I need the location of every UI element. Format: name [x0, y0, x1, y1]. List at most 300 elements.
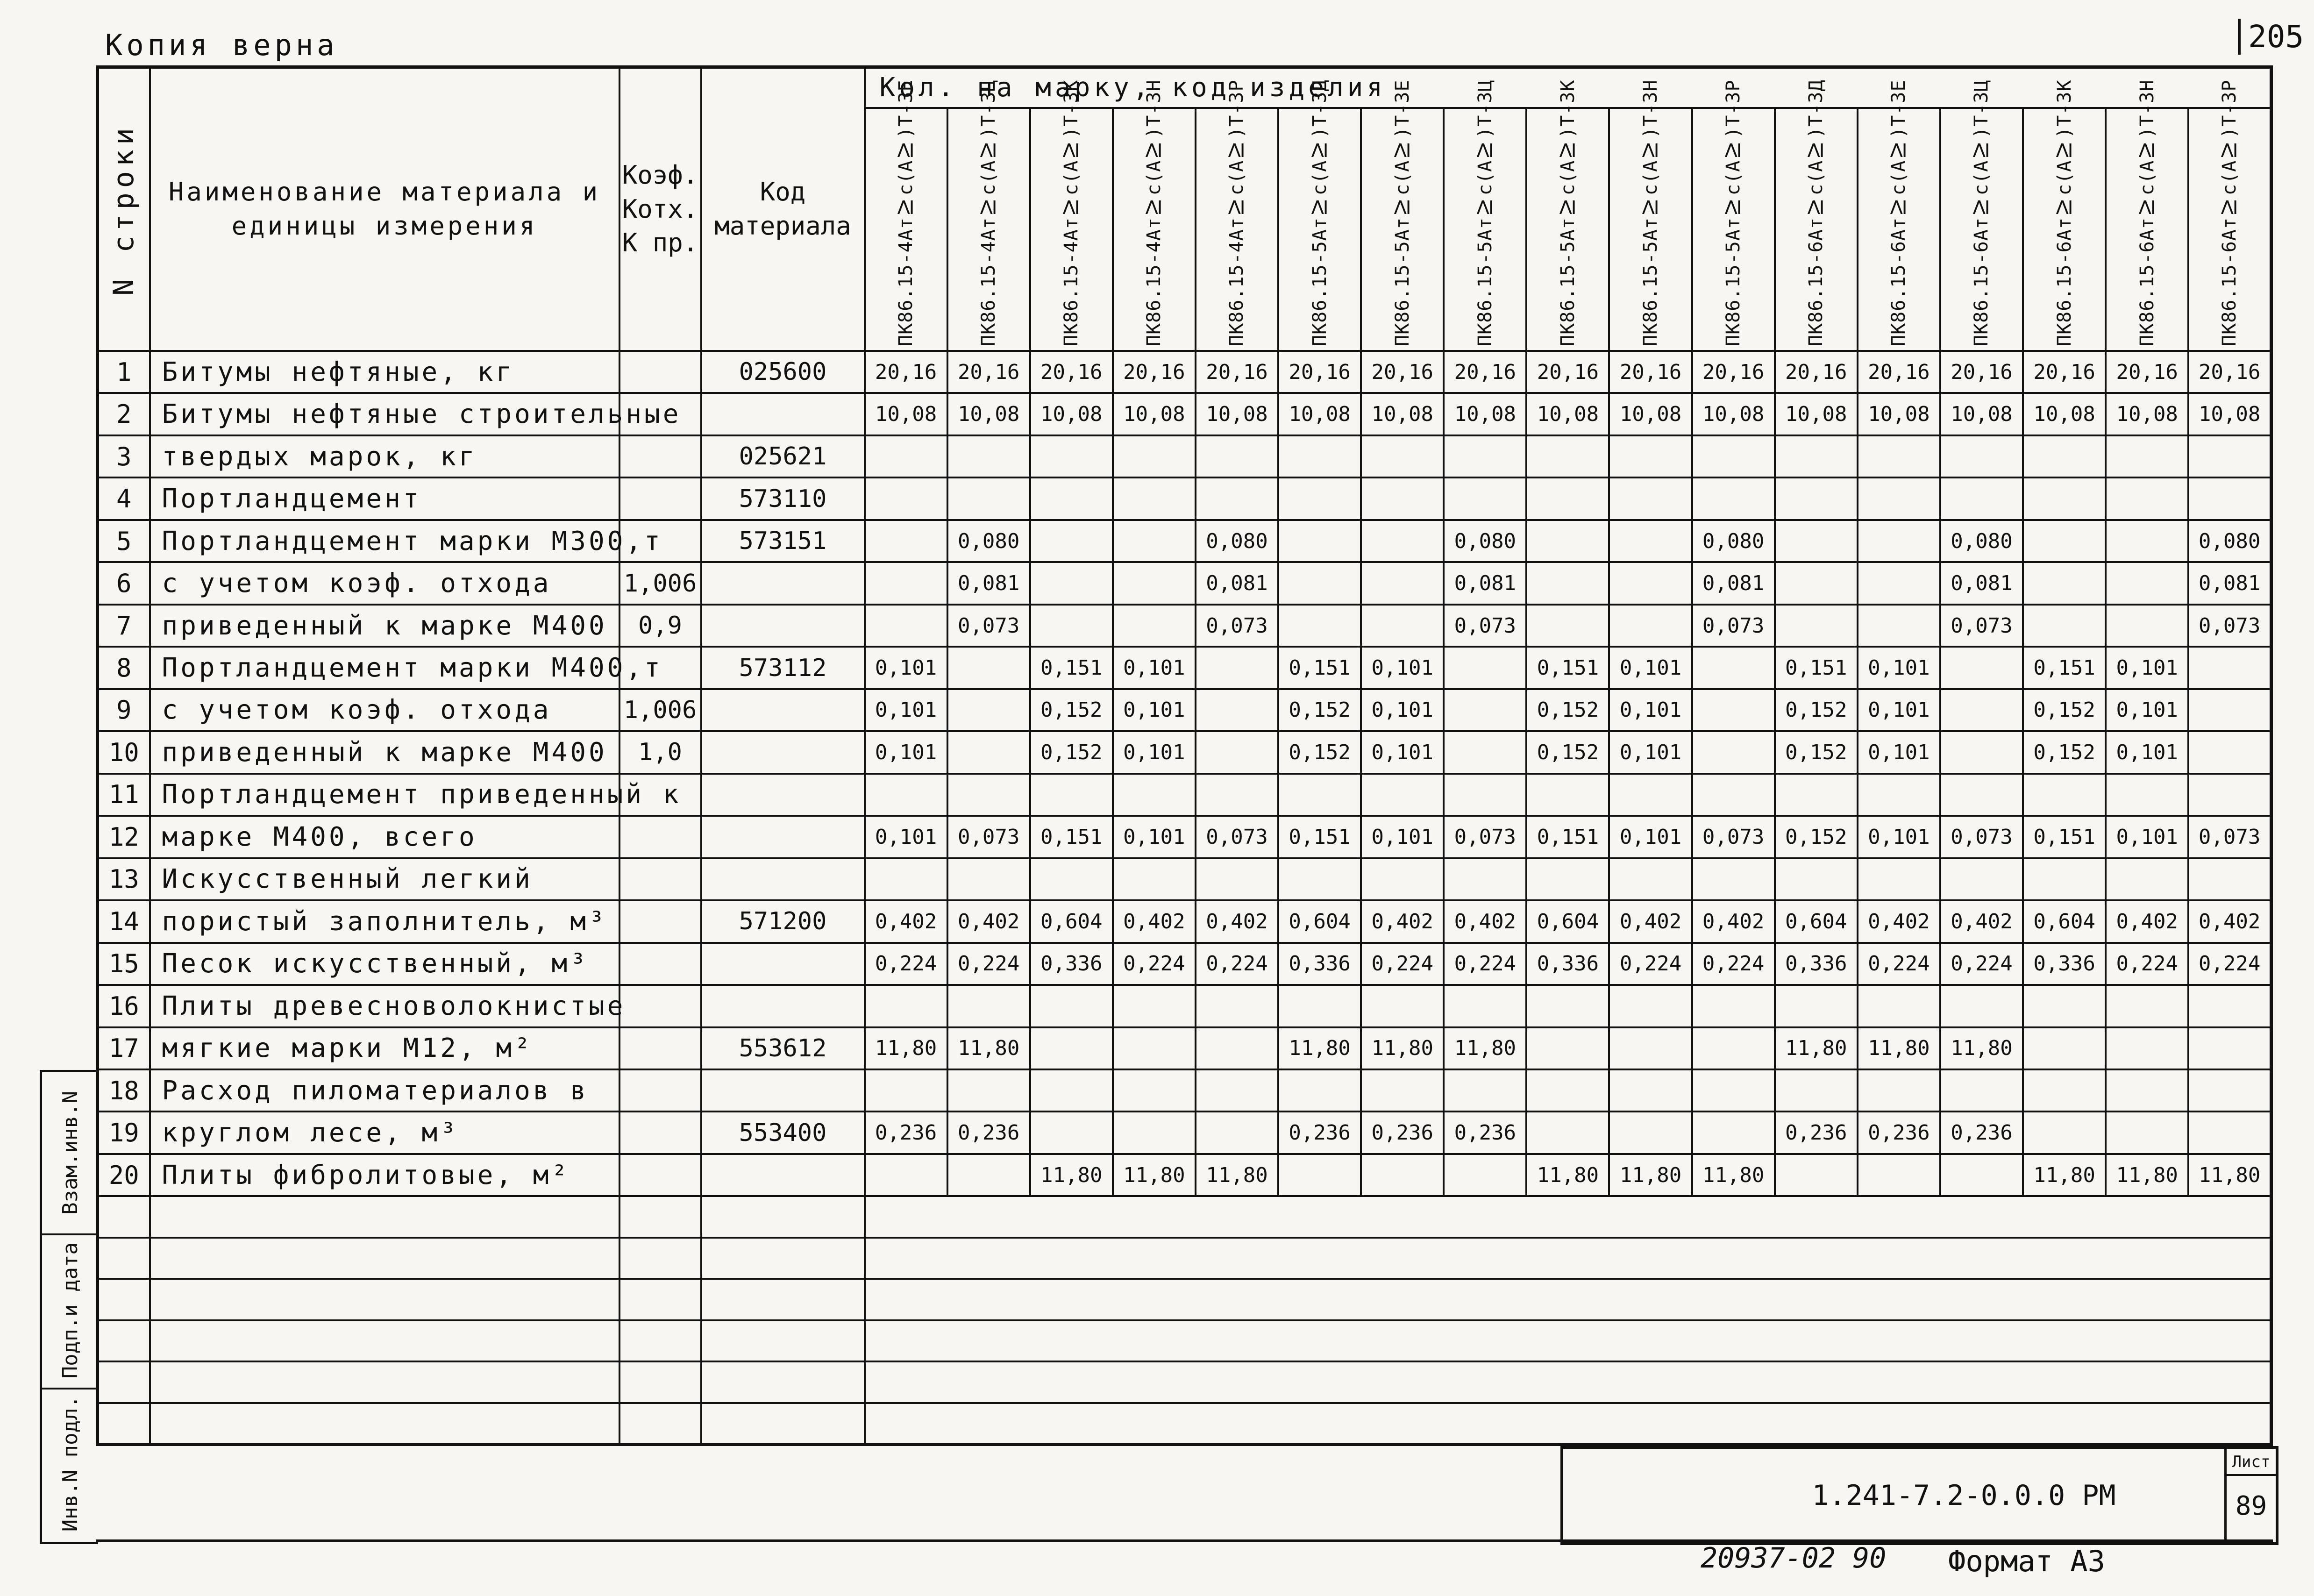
- row-number: 7: [98, 605, 150, 647]
- row-material-code: [701, 731, 865, 773]
- row-quantity: [1692, 1112, 1775, 1154]
- row-quantity: 0,151: [1278, 647, 1361, 689]
- row-quantity: 0,073: [1444, 605, 1526, 647]
- row-quantity: 0,101: [2106, 647, 2188, 689]
- row-quantity: [1775, 1154, 1858, 1196]
- row-quantity: 0,101: [2106, 816, 2188, 858]
- row-quantity: 10,08: [2188, 393, 2271, 435]
- row-quantity: 0,081: [1940, 562, 2023, 604]
- row-quantity: [1113, 1112, 1196, 1154]
- row-quantity: 20,16: [1940, 351, 2023, 393]
- row-quantity: [1113, 985, 1196, 1027]
- col-header-product: [947, 79, 1030, 351]
- row-quantity: [865, 520, 947, 562]
- side-field-replacement: [42, 1072, 98, 1235]
- row-quantity: [947, 477, 1030, 520]
- row-quantity: [1940, 647, 2023, 689]
- row-quantity: 0,604: [2023, 900, 2106, 942]
- empty-cell: [98, 1361, 150, 1403]
- row-number: 19: [98, 1112, 150, 1154]
- row-quantity: 20,16: [1692, 351, 1775, 393]
- row-coefficient: [619, 816, 701, 858]
- row-quantity: [1940, 774, 2023, 816]
- row-quantity: [1526, 1027, 1609, 1069]
- product-code-label: ПК86.15-4АтⅣс(АⅣ)Т-3Е: [895, 79, 917, 346]
- row-coefficient: [619, 858, 701, 900]
- row-quantity: [1444, 689, 1526, 731]
- col-header-code: Код материала: [701, 67, 865, 351]
- side-strip: [40, 1070, 98, 1544]
- row-quantity: 0,080: [2188, 520, 2271, 562]
- row-quantity: 20,16: [2188, 351, 2271, 393]
- product-code-label: ПК86.15-5АтⅣс(АⅣ)Т-3Р: [1723, 79, 1744, 346]
- row-quantity: 0,080: [947, 520, 1030, 562]
- empty-cell: [701, 1238, 865, 1279]
- row-quantity: [1609, 1069, 1692, 1112]
- row-material-name: Портландцемент приведенный к: [150, 774, 619, 816]
- row-quantity: [1030, 1069, 1113, 1112]
- row-material-code: [701, 985, 865, 1027]
- order-number: 20937-02 90: [1701, 1542, 1887, 1575]
- row-quantity: 0,152: [2023, 689, 2106, 731]
- row-quantity: 0,224: [1444, 943, 1526, 985]
- row-quantity: [2023, 435, 2106, 477]
- row-quantity: [1940, 985, 2023, 1027]
- row-quantity: [1858, 605, 1940, 647]
- row-quantity: [1113, 605, 1196, 647]
- row-quantity: [1692, 1027, 1775, 1069]
- row-quantity: 0,151: [1030, 816, 1113, 858]
- row-quantity: [1113, 520, 1196, 562]
- row-quantity: 0,224: [1858, 943, 1940, 985]
- row-quantity: 20,16: [1361, 351, 1444, 393]
- col-header-product: [1609, 79, 1692, 351]
- row-quantity: [2023, 477, 2106, 520]
- row-quantity: [947, 435, 1030, 477]
- row-quantity: [1113, 1027, 1196, 1069]
- row-quantity: [1858, 1069, 1940, 1112]
- row-quantity: 0,604: [1526, 900, 1609, 942]
- empty-cell: [150, 1361, 619, 1403]
- row-quantity: [1113, 774, 1196, 816]
- row-quantity: 0,101: [865, 731, 947, 773]
- row-quantity: 20,16: [1858, 351, 1940, 393]
- row-quantity: [2106, 562, 2188, 604]
- row-quantity: 10,08: [1113, 393, 1196, 435]
- row-quantity: 0,101: [1858, 689, 1940, 731]
- col-header-row-no-label: N строки: [107, 123, 140, 296]
- col-header-product: [2023, 79, 2106, 351]
- row-quantity: 10,08: [1196, 393, 1278, 435]
- row-quantity: 0,224: [947, 943, 1030, 985]
- row-quantity: [1030, 858, 1113, 900]
- row-quantity: 0,101: [1361, 731, 1444, 773]
- row-quantity: [1361, 562, 1444, 604]
- row-quantity: [1444, 435, 1526, 477]
- row-quantity: [2106, 1027, 2188, 1069]
- row-quantity: [947, 731, 1030, 773]
- product-code-label: ПК86.15-5АтⅣс(АⅣ)Т-3Д: [1309, 79, 1331, 346]
- row-number: 11: [98, 774, 150, 816]
- col-header-product: [1113, 79, 1196, 351]
- row-quantity: 11,80: [1030, 1154, 1113, 1196]
- row-quantity: 0,101: [1609, 647, 1692, 689]
- row-quantity: 0,236: [1775, 1112, 1858, 1154]
- row-quantity: 11,80: [2023, 1154, 2106, 1196]
- col-header-coef: Коэф. Котх. К пр.: [619, 67, 701, 351]
- col-header-product: [1196, 79, 1278, 351]
- side-field-signature: [42, 1233, 98, 1389]
- row-quantity: 0,101: [865, 689, 947, 731]
- table-row: [98, 731, 2271, 773]
- row-material-name: пористый заполнитель, м³: [150, 900, 619, 942]
- empty-cell: [98, 1196, 150, 1237]
- row-material-name: Портландцемент марки М400,т: [150, 647, 619, 689]
- row-quantity: 0,152: [1030, 689, 1113, 731]
- row-material-code: [701, 562, 865, 604]
- row-quantity: [2188, 858, 2271, 900]
- row-quantity: [1278, 1069, 1361, 1112]
- row-quantity: 11,80: [947, 1027, 1030, 1069]
- row-quantity: [1940, 477, 2023, 520]
- product-code-label: ПК86.15-5АтⅣс(АⅣ)Т-3Ц: [1474, 79, 1496, 346]
- table-row: [98, 985, 2271, 1027]
- row-quantity: 11,80: [1526, 1154, 1609, 1196]
- empty-cell: [619, 1361, 701, 1403]
- row-quantity: 0,236: [1444, 1112, 1526, 1154]
- row-quantity: 0,402: [1609, 900, 1692, 942]
- row-quantity: 20,16: [1609, 351, 1692, 393]
- row-quantity: [1609, 435, 1692, 477]
- row-quantity: 0,402: [2106, 900, 2188, 942]
- row-quantity: [1361, 774, 1444, 816]
- row-quantity: [1361, 605, 1444, 647]
- row-quantity: 11,80: [1858, 1027, 1940, 1069]
- row-quantity: 0,081: [1692, 562, 1775, 604]
- row-quantity: [1526, 605, 1609, 647]
- row-quantity: 0,402: [947, 900, 1030, 942]
- row-coefficient: [619, 900, 701, 942]
- row-quantity: 0,151: [1278, 816, 1361, 858]
- empty-cell: [701, 1361, 865, 1403]
- empty-cell: [150, 1279, 619, 1320]
- row-quantity: [947, 647, 1030, 689]
- row-quantity: [1278, 562, 1361, 604]
- empty-cell: [98, 1403, 150, 1445]
- row-quantity: [1196, 1069, 1278, 1112]
- row-quantity: 10,08: [1775, 393, 1858, 435]
- row-quantity: [2106, 605, 2188, 647]
- row-quantity: [1775, 985, 1858, 1027]
- row-quantity: [2106, 774, 2188, 816]
- row-quantity: 10,08: [1692, 393, 1775, 435]
- row-material-name: Искусственный легкий: [150, 858, 619, 900]
- table-row: [98, 1112, 2271, 1154]
- product-code-label: ПК86.15-4АтⅣс(АⅣ)Т-3Р: [1226, 79, 1248, 346]
- product-code-label: ПК86.15-5АтⅣс(АⅣ)Т-3Е: [1391, 79, 1413, 346]
- table-row: [98, 647, 2271, 689]
- row-quantity: [1030, 985, 1113, 1027]
- row-quantity: [1775, 858, 1858, 900]
- row-quantity: 0,152: [1278, 731, 1361, 773]
- row-quantity: 0,101: [1858, 731, 1940, 773]
- row-material-name: твердых марок, кг: [150, 435, 619, 477]
- row-quantity: [1361, 1069, 1444, 1112]
- row-coefficient: [619, 943, 701, 985]
- row-quantity: [2023, 774, 2106, 816]
- product-code-label: ПК86.15-6АтⅣс(АⅣ)Т-3Н: [2136, 79, 2158, 346]
- row-quantity: [1775, 562, 1858, 604]
- row-quantity: 0,101: [1609, 731, 1692, 773]
- row-quantity: 0,101: [1609, 689, 1692, 731]
- row-quantity: 10,08: [1278, 393, 1361, 435]
- row-quantity: [865, 562, 947, 604]
- row-quantity: 0,604: [1775, 900, 1858, 942]
- row-quantity: 0,336: [1030, 943, 1113, 985]
- row-quantity: [1113, 477, 1196, 520]
- row-quantity: [865, 477, 947, 520]
- side-field-signature-label: Подп.и дата: [58, 1242, 82, 1379]
- row-quantity: 10,08: [1444, 393, 1526, 435]
- row-material-code: [701, 605, 865, 647]
- row-quantity: [1526, 520, 1609, 562]
- row-quantity: [1030, 562, 1113, 604]
- row-quantity: 11,80: [1775, 1027, 1858, 1069]
- row-quantity: [1278, 477, 1361, 520]
- row-quantity: 10,08: [1526, 393, 1609, 435]
- row-quantity: [1444, 1069, 1526, 1112]
- row-quantity: [1526, 477, 1609, 520]
- row-coefficient: [619, 1112, 701, 1154]
- row-quantity: [1361, 985, 1444, 1027]
- row-quantity: [947, 1154, 1030, 1196]
- row-quantity: [1113, 435, 1196, 477]
- row-material-name: Портландцемент марки М300,т: [150, 520, 619, 562]
- row-quantity: 20,16: [947, 351, 1030, 393]
- row-number: 5: [98, 520, 150, 562]
- sheet-box: [2227, 1449, 2276, 1542]
- row-quantity: [865, 774, 947, 816]
- row-quantity: [1526, 1069, 1609, 1112]
- row-quantity: 0,152: [1030, 731, 1113, 773]
- row-quantity: [2106, 520, 2188, 562]
- row-quantity: [1692, 477, 1775, 520]
- row-material-name: с учетом коэф. отхода: [150, 562, 619, 604]
- row-quantity: 0,151: [1526, 647, 1609, 689]
- row-quantity: [1858, 477, 1940, 520]
- row-coefficient: 1,006: [619, 562, 701, 604]
- row-quantity: [1775, 435, 1858, 477]
- row-quantity: 0,152: [1278, 689, 1361, 731]
- row-quantity: [1278, 1154, 1361, 1196]
- row-quantity: [1444, 774, 1526, 816]
- empty-cell: [701, 1196, 865, 1237]
- row-quantity: [1940, 1069, 2023, 1112]
- row-quantity: [1361, 477, 1444, 520]
- row-quantity: 20,16: [2023, 351, 2106, 393]
- row-quantity: [1609, 774, 1692, 816]
- row-quantity: [1196, 858, 1278, 900]
- row-quantity: 0,152: [1526, 689, 1609, 731]
- row-quantity: [1609, 858, 1692, 900]
- empty-cell: [619, 1279, 701, 1320]
- table-row: [98, 435, 2271, 477]
- row-quantity: 0,336: [1278, 943, 1361, 985]
- copy-note: Копия верна: [105, 28, 338, 62]
- row-quantity: 11,80: [865, 1027, 947, 1069]
- row-coefficient: [619, 1069, 701, 1112]
- row-material-code: [701, 393, 865, 435]
- row-quantity: [2188, 985, 2271, 1027]
- empty-wide-cell: [865, 1361, 2271, 1403]
- row-material-code: 025600: [701, 351, 865, 393]
- side-field-inventory-label: Инв.N подл.: [58, 1396, 82, 1532]
- row-quantity: 0,224: [1940, 943, 2023, 985]
- row-quantity: 20,16: [1196, 351, 1278, 393]
- row-quantity: [865, 1154, 947, 1196]
- row-quantity: [1196, 985, 1278, 1027]
- row-quantity: 0,236: [1361, 1112, 1444, 1154]
- row-quantity: [947, 985, 1030, 1027]
- product-code-label: ПК86.15-5АтⅣс(АⅣ)Т-3К: [1557, 79, 1579, 346]
- row-quantity: [1361, 858, 1444, 900]
- col-header-row-no: [98, 67, 150, 351]
- row-quantity: 0,152: [1775, 816, 1858, 858]
- row-coefficient: [619, 985, 701, 1027]
- row-quantity: 0,101: [1113, 689, 1196, 731]
- row-coefficient: [619, 435, 701, 477]
- row-quantity: 0,604: [1030, 900, 1113, 942]
- empty-cell: [150, 1320, 619, 1361]
- row-material-code: [701, 1154, 865, 1196]
- row-material-code: 573110: [701, 477, 865, 520]
- row-coefficient: [619, 477, 701, 520]
- col-header-product: [1444, 79, 1526, 351]
- row-material-name: марке М400, всего: [150, 816, 619, 858]
- row-quantity: 0,101: [1113, 816, 1196, 858]
- col-header-name: Наименование материала и единицы измерения: [150, 67, 619, 351]
- row-quantity: 0,402: [1361, 900, 1444, 942]
- row-quantity: 0,402: [2188, 900, 2271, 942]
- row-quantity: [1526, 1112, 1609, 1154]
- paper-format: Формат А3: [1948, 1544, 2105, 1578]
- row-quantity: [2023, 1112, 2106, 1154]
- row-quantity: [2188, 689, 2271, 731]
- row-quantity: [1196, 731, 1278, 773]
- row-quantity: [2023, 985, 2106, 1027]
- table-row: [98, 393, 2271, 435]
- row-quantity: 0,402: [1444, 900, 1526, 942]
- row-quantity: [1196, 647, 1278, 689]
- row-quantity: 0,101: [1113, 731, 1196, 773]
- row-quantity: 0,236: [1858, 1112, 1940, 1154]
- row-quantity: 0,236: [1940, 1112, 2023, 1154]
- row-quantity: 0,081: [1196, 562, 1278, 604]
- row-coefficient: 1,0: [619, 731, 701, 773]
- col-header-product: [1775, 79, 1858, 351]
- row-material-code: 553612: [701, 1027, 865, 1069]
- row-quantity: [2023, 858, 2106, 900]
- row-quantity: 0,224: [1361, 943, 1444, 985]
- row-quantity: [1940, 435, 2023, 477]
- empty-cell: [98, 1320, 150, 1361]
- empty-row: [98, 1238, 2271, 1279]
- row-quantity: 0,152: [2023, 731, 2106, 773]
- row-quantity: [1278, 985, 1361, 1027]
- row-quantity: 20,16: [1444, 351, 1526, 393]
- row-quantity: 0,080: [1196, 520, 1278, 562]
- row-quantity: [1858, 1154, 1940, 1196]
- row-quantity: 0,402: [1196, 900, 1278, 942]
- row-quantity: [947, 689, 1030, 731]
- row-quantity: [1609, 985, 1692, 1027]
- row-quantity: 0,224: [865, 943, 947, 985]
- row-quantity: 0,073: [1444, 816, 1526, 858]
- row-quantity: 11,80: [1940, 1027, 2023, 1069]
- row-quantity: [1444, 858, 1526, 900]
- row-quantity: [1609, 1112, 1692, 1154]
- row-material-name: круглом лесе, м³: [150, 1112, 619, 1154]
- row-quantity: 0,080: [1444, 520, 1526, 562]
- row-quantity: 0,073: [947, 816, 1030, 858]
- row-quantity: [2023, 520, 2106, 562]
- sheet-number: 89: [2235, 1491, 2267, 1521]
- row-quantity: [1444, 731, 1526, 773]
- row-quantity: 0,152: [1775, 731, 1858, 773]
- row-quantity: 0,236: [947, 1112, 1030, 1154]
- product-code-label: ПК86.15-6АтⅣс(АⅣ)Т-3Е: [1888, 79, 1910, 346]
- sheet-label: Лист: [2227, 1453, 2276, 1476]
- col-header-product: [865, 79, 947, 351]
- product-code-label: ПК86.15-6АтⅣс(АⅣ)Т-3Д: [1805, 79, 1827, 346]
- row-quantity: 0,151: [1526, 816, 1609, 858]
- col-header-product: [2106, 79, 2188, 351]
- row-quantity: [1858, 520, 1940, 562]
- row-quantity: 0,073: [1940, 816, 2023, 858]
- row-material-code: [701, 943, 865, 985]
- row-quantity: 0,080: [1940, 520, 2023, 562]
- row-quantity: 0,224: [2188, 943, 2271, 985]
- row-number: 18: [98, 1069, 150, 1112]
- row-material-name: Плиты древесноволокнистые: [150, 985, 619, 1027]
- row-quantity: [1775, 520, 1858, 562]
- row-quantity: 11,80: [1196, 1154, 1278, 1196]
- row-quantity: 10,08: [1030, 393, 1113, 435]
- row-quantity: [1444, 985, 1526, 1027]
- product-code-label: ПК86.15-6АтⅣс(АⅣ)Т-3Ц: [1971, 79, 1993, 346]
- row-material-name: Песок искусственный, м³: [150, 943, 619, 985]
- row-quantity: 10,08: [1940, 393, 2023, 435]
- row-quantity: [1196, 774, 1278, 816]
- row-quantity: 0,081: [947, 562, 1030, 604]
- row-quantity: [1940, 731, 2023, 773]
- table-body: [98, 351, 2271, 1445]
- row-quantity: [947, 858, 1030, 900]
- row-quantity: [1858, 562, 1940, 604]
- row-quantity: [1030, 1112, 1113, 1154]
- row-number: 2: [98, 393, 150, 435]
- table-row: [98, 816, 2271, 858]
- row-quantity: 20,16: [1775, 351, 1858, 393]
- row-number: 1: [98, 351, 150, 393]
- row-quantity: 0,224: [2106, 943, 2188, 985]
- row-quantity: [2188, 774, 2271, 816]
- row-quantity: 0,073: [2188, 816, 2271, 858]
- row-quantity: [1030, 435, 1113, 477]
- row-quantity: 20,16: [2106, 351, 2188, 393]
- row-quantity: 11,80: [2188, 1154, 2271, 1196]
- row-quantity: [1444, 647, 1526, 689]
